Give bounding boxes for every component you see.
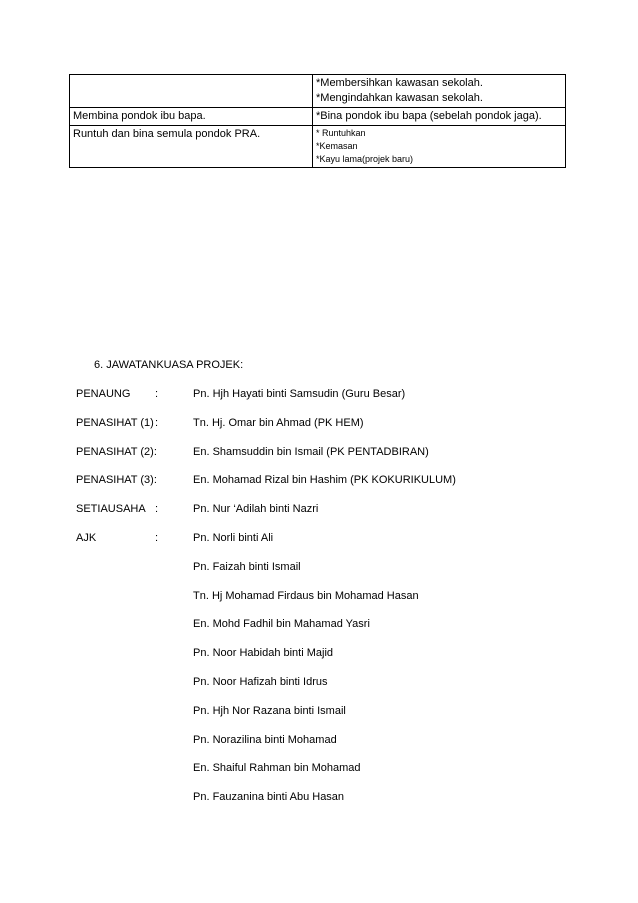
member-name: Pn. Hjh Nor Razana binti Ismail — [193, 705, 346, 717]
table-cell-activity: Membina pondok ibu bapa. — [70, 108, 313, 126]
member-name: Tn. Hj Mohamad Firdaus bin Mohamad Hasan — [193, 590, 419, 602]
committee-role: PENASIHAT (3): — [76, 474, 157, 486]
detail-line: *Kemasan — [316, 141, 358, 151]
section-heading: 6. JAWATANKUASA PROJEK: — [94, 359, 244, 371]
committee-role: AJK — [76, 532, 97, 544]
detail-line: *Membersihkan kawasan sekolah. — [316, 77, 483, 89]
committee-role: PENASIHAT (2): — [76, 446, 157, 458]
member-name: Pn. Noor Hafizah binti Idrus — [193, 676, 328, 688]
role-colon: : — [155, 503, 159, 515]
detail-line: *Bina pondok ibu bapa (sebelah pondok jaga). — [316, 110, 542, 122]
committee-role: SETIAUSAHA — [76, 503, 146, 515]
member-name: En. Mohamad Rizal bin Hashim (PK KOKURIKULUM) — [193, 474, 456, 486]
detail-line: *Mengindahkan kawasan sekolah. — [316, 92, 483, 104]
member-name: Pn. Faizah binti Ismail — [193, 561, 301, 573]
table-cell-details — [313, 108, 566, 126]
member-name: Pn. Norli binti Ali — [193, 532, 274, 544]
table-cell-details — [313, 75, 566, 108]
role-colon: : — [155, 532, 159, 544]
committee-role: PENASIHAT (1) — [76, 417, 154, 429]
member-name: Pn. Nur ‘Adilah binti Nazri — [193, 503, 319, 515]
member-name: Pn. Noor Habidah binti Majid — [193, 647, 334, 659]
table-row — [70, 126, 566, 168]
member-name: Pn. Fauzanina binti Abu Hasan — [193, 791, 345, 803]
detail-line: *Kayu lama(projek baru) — [316, 154, 414, 164]
member-name: En. Mohd Fadhil bin Mahamad Yasri — [193, 618, 370, 630]
member-name: Pn. Norazilina binti Mohamad — [193, 734, 337, 746]
member-name: En. Shaiful Rahman bin Mohamad — [193, 762, 361, 774]
table-row — [70, 108, 566, 126]
committee-role: PENAUNG — [76, 388, 131, 400]
activity-table — [69, 74, 566, 168]
member-name: Tn. Hj. Omar bin Ahmad (PK HEM) — [193, 417, 364, 429]
table-cell-details — [313, 126, 566, 168]
table-row — [70, 75, 566, 108]
member-name: Pn. Hjh Hayati binti Samsudin (Guru Besar) — [193, 388, 406, 400]
table-cell-activity — [70, 75, 313, 108]
role-colon: : — [155, 417, 159, 429]
role-colon: : — [155, 388, 159, 400]
member-name: En. Shamsuddin bin Ismail (PK PENTADBIRAN) — [193, 446, 429, 458]
detail-line: * Runtuhkan — [316, 128, 366, 138]
table-cell-activity: Runtuh dan bina semula pondok PRA. — [70, 126, 313, 168]
